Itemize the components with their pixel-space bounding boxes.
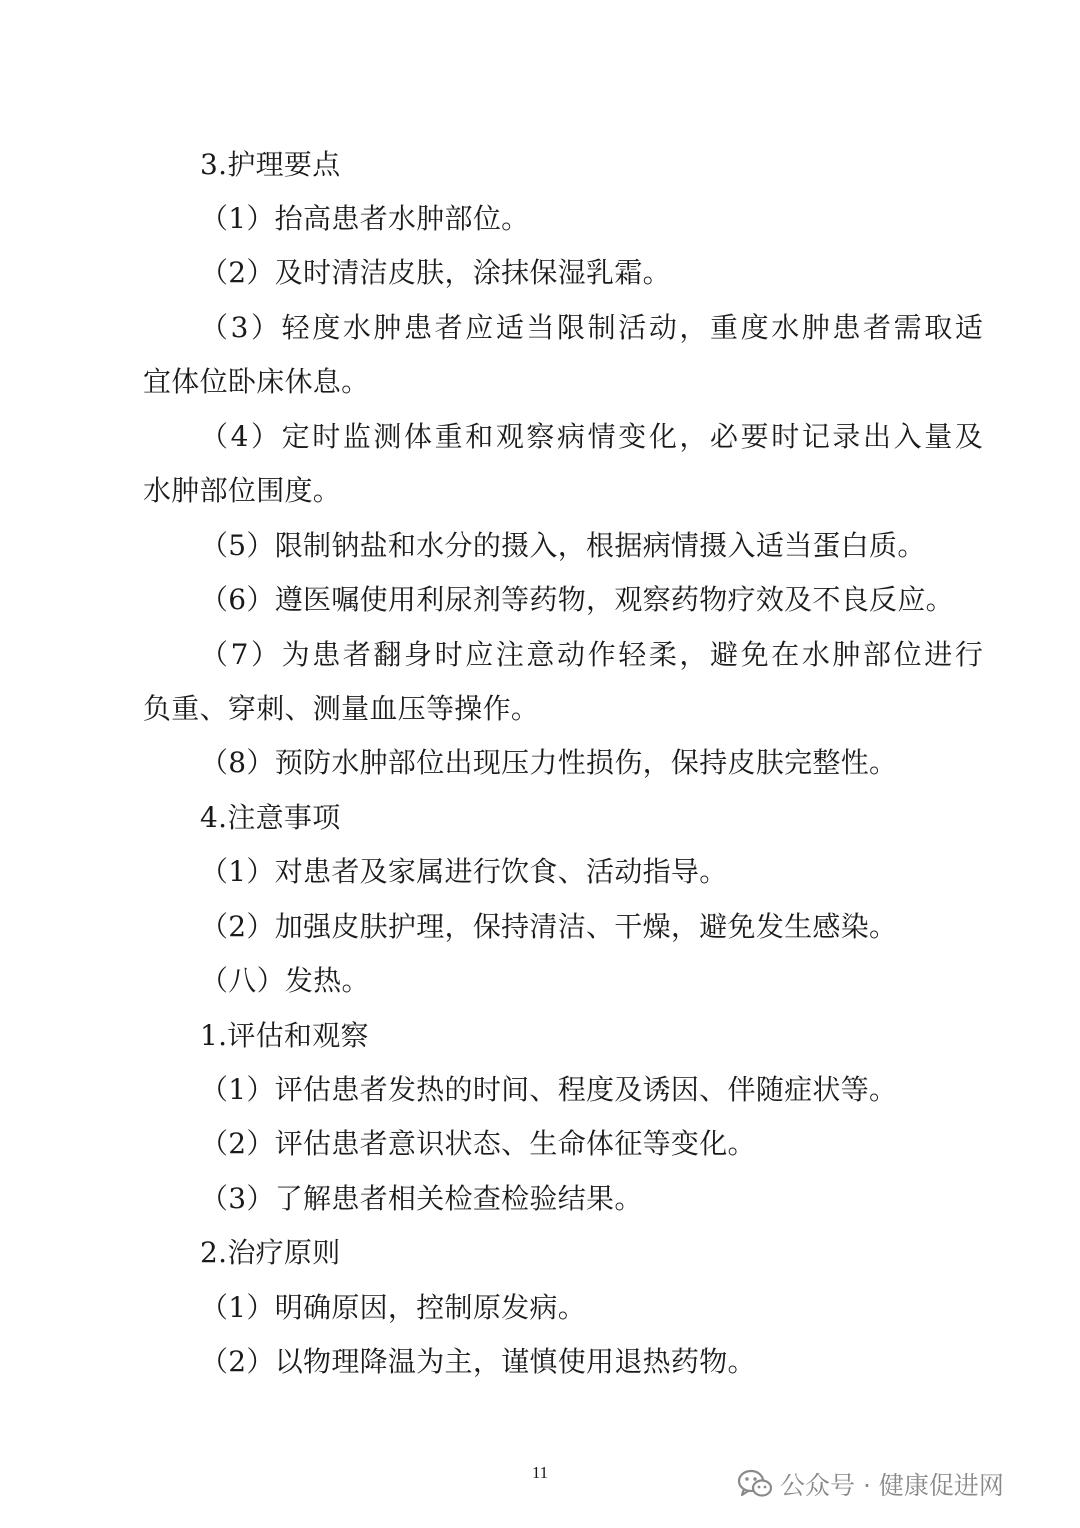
paragraph-line: 宜体位卧床休息。 [143, 365, 370, 398]
paragraph-line: （4）定时监测体重和观察病情变化，必要时记录出入量及 [200, 420, 986, 453]
page-number: 11 [531, 1463, 549, 1482]
paragraph-line: （2）及时清洁皮肤，涂抹保湿乳霜。 [200, 256, 671, 289]
watermark-text: 公众号 · 健康促进网 [780, 1471, 1004, 1500]
paragraph-line: （3）了解患者相关检查检验结果。 [200, 1182, 643, 1215]
section-heading-fever: （八）发热。 [200, 964, 370, 997]
paragraph-line: （1）对患者及家属进行饮食、活动指导。 [200, 855, 728, 888]
paragraph-line: 负重、穿刺、测量血压等操作。 [143, 692, 540, 725]
paragraph-line: （1）抬高患者水肿部位。 [200, 202, 530, 235]
paragraph-line: （7）为患者翻身时应注意动作轻柔，避免在水肿部位进行 [200, 638, 986, 671]
paragraph-line: （2）评估患者意识状态、生命体征等变化。 [200, 1127, 756, 1160]
wechat-icon [738, 1469, 772, 1499]
section-heading-notes: 4.注意事项 [200, 801, 341, 834]
section-heading-nursing-points: 3.护理要点 [200, 148, 341, 181]
paragraph-line: （2）以物理降温为主，谨慎使用退热药物。 [200, 1345, 756, 1378]
section-heading-assessment: 1.评估和观察 [200, 1019, 369, 1052]
section-heading-treatment: 2.治疗原则 [200, 1236, 341, 1269]
paragraph-line: （1）明确原因，控制原发病。 [200, 1291, 587, 1324]
paragraph-line: （8）预防水肿部位出现压力性损伤，保持皮肤完整性。 [200, 746, 898, 779]
paragraph-line: 水肿部位围度。 [143, 474, 342, 507]
watermark [738, 1466, 1004, 1502]
paragraph-line: （3）轻度水肿患者应适当限制活动，重度水肿患者需取适 [200, 311, 986, 344]
paragraph-line: （1）评估患者发热的时间、程度及诱因、伴随症状等。 [200, 1073, 898, 1106]
paragraph-line: （6）遵医嘱使用利尿剂等药物，观察药物疗效及不良反应。 [200, 583, 954, 616]
paragraph-line: （5）限制钠盐和水分的摄入，根据病情摄入适当蛋白质。 [200, 529, 926, 562]
paragraph-line: （2）加强皮肤护理，保持清洁、干燥，避免发生感染。 [200, 910, 898, 943]
